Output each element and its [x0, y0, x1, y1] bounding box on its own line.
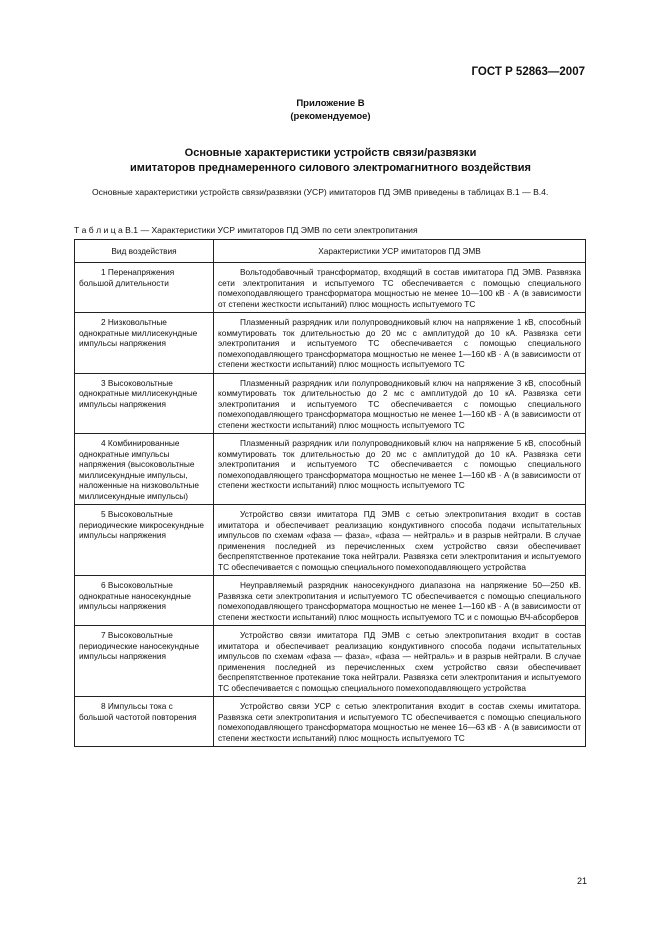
impact-type-text: 4 Комбинированные однократные импульсы напряжения (высоковольтные миллисекундные импульсы, наложенные на низковольтные миллисекундные импульсы) — [79, 438, 199, 501]
header-impact-type: Вид воздействия — [75, 240, 214, 263]
table-row — [75, 576, 586, 626]
table-header-row — [75, 240, 586, 263]
characteristics-text: Плазменный разрядник или полупроводниковый ключ на напряжение 3 кВ, способный коммутировать ток длительностью до 2 мс с амплитудой до 10 кА. Развязка сети электропитания и испытуемого ТС обеспечивается с помощью специального помехоподавляющего трансформатора мощностью не менее 1—160 кВ · А (в зависимости от степени жесткости испытаний) плюс мощность испытуемого ТС — [218, 377, 581, 430]
standard-number: ГОСТ Р 52863—2007 — [471, 66, 585, 78]
characteristics-cell — [214, 373, 586, 434]
impact-type-cell — [75, 313, 214, 374]
table-caption: Т а б л и ц а В.1 — Характеристики УСР имитаторов ПД ЭМВ по сети электропитания — [74, 225, 418, 235]
table-row — [75, 505, 586, 576]
impact-type-text: 6 Высоковольтные однократные наносекундные импульсы напряжения — [79, 580, 192, 611]
impact-type-cell — [75, 373, 214, 434]
impact-type-cell — [75, 576, 214, 626]
characteristics-cell — [214, 576, 586, 626]
header-characteristics: Характеристики УСР имитаторов ПД ЭМВ — [214, 240, 586, 263]
page-number: 21 — [576, 876, 587, 886]
characteristics-text: Вольтодобавочный трансформатор, входящий в состав имитатора ПД ЭМВ. Развязка сети электропитания и испытуемого ТС обеспечивается с помощью специального помехоподавляющего трансформатора мощностью не менее 10—100 кВ · А (в зависимости от степени жесткости испытаний) плюс мощность испытуемого ТС — [218, 267, 581, 309]
appendix-heading — [0, 97, 661, 123]
characteristics-text: Устройство связи УСР с сетью электропитания входит в состав схемы имитатора. Развязка сети электропитания и испытуемого ТС обеспечивается с помощью специального помехоподавляющего трансформатора мощностью не менее 16—63 кВ · А (в зависимости от степени жесткости испытаний) плюс мощность испытуемого ТС — [218, 701, 581, 743]
characteristics-cell — [214, 263, 586, 313]
impact-type-text: 8 Импульсы тока с большой частотой повторения — [79, 701, 197, 722]
impact-type-text: 5 Высоковольтные периодические микросекундные импульсы напряжения — [79, 509, 204, 540]
characteristics-text: Устройство связи имитатора ПД ЭМВ с сетью электропитания входит в состав имитатора и обеспечивает реализацию кондуктивного способа подачи испытательных импульсов по схемам «фаза — фаза», «фаза — нейтраль» и в разрыв нейтрали. В случае применения последней из перечисленных схем устройство связи обеспечивает беспрепятственное протекание тока нейтрали. Развязка сети электропитания и испытуемого ТС обеспечивается с помощью специального помехоподавляющего устройства — [218, 509, 581, 572]
impact-type-cell — [75, 505, 214, 576]
impact-type-cell — [75, 434, 214, 505]
impact-type-cell — [75, 697, 214, 747]
table-row — [75, 697, 586, 747]
section-title-line-2: имитаторов преднамеренного силового электромагнитного воздействия — [130, 162, 531, 174]
characteristics-text: Плазменный разрядник или полупроводниковый ключ на напряжение 1 кВ, способный коммутировать ток длительностью до 20 мс с амплитудой до 10 кА. Развязка сети электропитания и испытуемого ТС обеспечивается с помощью специального помехоподавляющего трансформатора мощностью не менее 1—160 кВ · А (в зависимости от степени жесткости испытаний) плюс мощность испытуемого ТС — [218, 317, 581, 369]
appendix-title: Приложение В — [296, 98, 365, 109]
table-row — [75, 434, 586, 505]
characteristics-text: Плазменный разрядник или полупроводниковый ключ на напряжение 5 кВ, способный коммутировать ток длительностью до 20 мс с амплитудой до 10 кА. Развязка сети электропитания и испытуемого ТС обеспечивается с помощью специального помехоподавляющего трансформатора мощностью не менее 1—160 кВ · А (в зависимости от степени жесткости испытаний) плюс мощность испытуемого ТС — [218, 438, 581, 490]
characteristics-text: Неуправляемый разрядник наносекундного диапазона на напряжение 50—250 кВ. Развязка сети электропитания и испытуемого ТС обеспечивается с помощью специального помехоподавляющего трансформатора мощностью не менее 1—160 кВ · А (в зависимости от степени жесткости испытаний) плюс мощность испытуемого ТС и с помощью ВЧ-абсорберов — [218, 580, 581, 622]
intro-paragraph: Основные характеристики устройств связи/развязки (УСР) имитаторов ПД ЭМВ приведены в таблицах В.1 — В.4. — [92, 187, 549, 197]
section-title-line-1: Основные характеристики устройств связи/развязки — [184, 147, 477, 159]
characteristics-cell — [214, 626, 586, 697]
characteristics-text: Устройство связи имитатора ПД ЭМВ с сетью электропитания входит в состав имитатора и обеспечивает реализацию кондуктивного способа подачи испытательных импульсов по схемам «фаза — фаза», «фаза — нейтраль» и в разрыв нейтрали. В случае применения последней из перечисленных схем устройство связи обеспечивает беспрепятственное протекание тока нейтрали. Развязка сети электропитания и испытуемого ТС обеспечивается с помощью специального помехоподавляющего устройства — [218, 630, 581, 693]
table-row — [75, 263, 586, 313]
characteristics-cell — [214, 434, 586, 505]
impact-type-text: 3 Высоковольтные однократные миллисекундные импульсы напряжения — [79, 377, 198, 409]
impact-type-text: 1 Перенапряжения большой длительности — [79, 267, 175, 288]
section-title — [0, 146, 661, 176]
characteristics-cell — [214, 697, 586, 747]
impact-type-cell — [75, 263, 214, 313]
table-row — [75, 313, 586, 374]
characteristics-cell — [214, 313, 586, 374]
impact-type-text: 7 Высоковольтные периодические наносекундные импульсы напряжения — [79, 630, 200, 661]
table-row — [75, 373, 586, 434]
appendix-status: (рекомендуемое) — [290, 111, 371, 122]
table-row — [75, 626, 586, 697]
impact-type-cell — [75, 626, 214, 697]
characteristics-cell — [214, 505, 586, 576]
characteristics-table — [74, 239, 586, 747]
impact-type-text: 2 Низковольтные однократные миллисекундные импульсы напряжения — [79, 317, 198, 348]
